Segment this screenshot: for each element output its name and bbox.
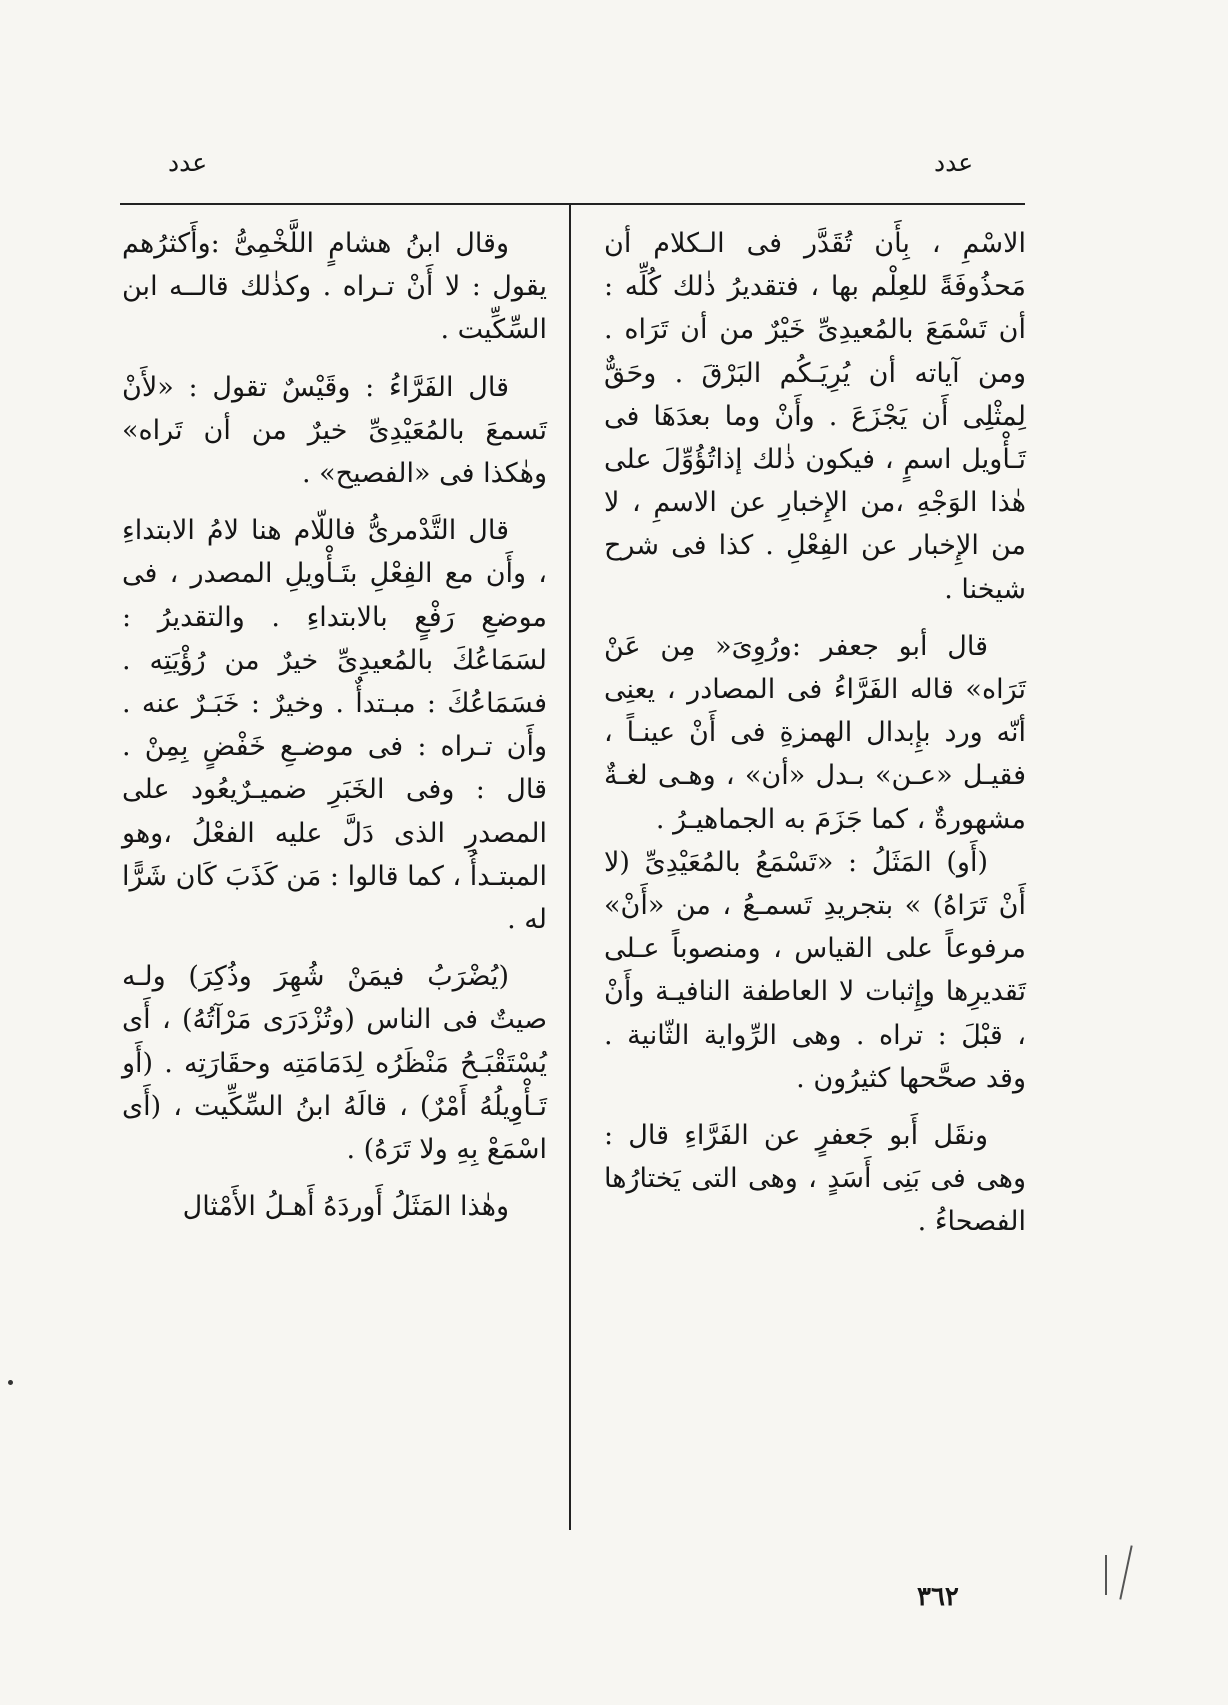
- right-paragraph-4: ونقَل أَبو جَعفرٍ عن الفَرَّاءِ قال : وهى فى بَنِى أَسَدٍ ، وهى التى يَختارُها الفصحاءُ .: [604, 1120, 1026, 1238]
- page-number: ٣٦٢: [917, 1582, 959, 1612]
- left-paragraph-3: قال التَّدْمرىُّ فاللّام هنا لامُ الابتداءِ ، وأَن مع الفِعْلِ بتَـأْويلِ المصدر ، فى موضعِ رَفْعٍ بالابتداءِ . والتقديرُ : لسَمَاعُكَ بالمُعيدِىِّ خيرٌ من رُؤْيَتِه . فسَمَاعُكَ : مبـتدأٌ . وخيرٌ : خَبَـرٌ عنه . وأَن تـراه : فى موضـعِ خَفْضٍ بِمِنْ . قال : وفى الخَبَرِ ضميـرٌيعُود على المصدرِ الذى دَلَّ عليه الفعْلُ ،وهو المبتـدأُ ، كما قالوا : مَن كَذَبَ كَان شَرًّا له .: [122, 515, 547, 936]
- scan-mark: [1105, 1555, 1107, 1595]
- right-paragraph-1: الاسْمِ ، بِأَن تُقَدَّر فى الـكلام أن مَحذُوفَةً للعِلْم بها ، فتقديرُ ذٰلك كُلِّه : أن تَسْمَعَ بالمُعيدِىِّ خَيْرٌ من أن تَرَاه . ومن آياته أن يُرِيَـكُم البَرْقَ . وحَقٌّ لِمثْلِى أَن يَجْزَعَ . وأَنْ وما بعدَهَا فى تَـأْويل اسمٍ ، فيكون ذٰلك إذاتُؤُوِّلَ على هٰذا الوَجْهِ ،من الإِخبارِ عن الاسمِ ، لا من الإِخبار عن الفِعْلِ . كذا فى شرح شيخنا .: [604, 228, 1026, 605]
- left-paragraph-4: (يُضْرَبُ فيمَنْ شُهِرَ وذُكِرَ) ولـه صيتٌ فى الناس (وتُزْدَرَى مَرْآتُهُ) ، أَى يُسْتَقْبَـحُ مَنْظَرُه لِدَمَامَتِه وحقَارَتِه . (أَو تَـأْوِيلُهُ أَمْرٌ) ، قالَهُ ابنُ السِّكِّيت ، (أَى اسْمَعْ بِهِ ولا تَرَهُ) .: [122, 961, 547, 1166]
- right-paragraph-2: قال أبو جعفر :ورُوِىَ« مِن عَنْ تَرَاه» قاله الفَرَّاءُ فى المصادر ، يعنِى أنّه ورد بإِبدال الهمزةِ فى أَنْ عينـاً ، فقيـل «عـن» بـدل «أن» ، وهـى لغـةٌ مشهورةٌ ، كما جَزَمَ به الجماهيـرُ .: [604, 630, 1026, 835]
- scan-mark: [1119, 1545, 1132, 1599]
- left-paragraph-1: وقال ابنُ هشامٍ اللَّخْمِىُّ :وأَكثرُهم يقول : لا أَنْ تـراه . وكذٰلك قالــه ابن السِّكِّيت .: [122, 228, 547, 346]
- left-paragraph-2: قال الفَرَّاءُ : وقَيْسٌ تقول : «لأَنْ تَسمعَ بالمُعَيْدِىِّ خيرٌ من أن تَراه» وهٰكذا فى «الفصيح» .: [122, 371, 547, 490]
- header-rule: [120, 203, 1025, 205]
- right-paragraph-3: (أَو) المَثَلُ : «تَسْمَعُ بالمُعَيْدِىِّ (لا أَنْ تَرَاهُ) » بتجريدِ تَسمـعُ ، من «أَنْ» مرفوعاً على القياس ، ومنصوباً عـلى تَقديرِها وإِثبات لا العاطفة النافيـة وأَنْ ، قبْلَ : تراه . وهى الرِّواية الثّانية . وقد صحَّحها كثيرُون .: [604, 846, 1026, 1094]
- left-column: [122, 222, 547, 1228]
- header-word-right: عدد: [934, 148, 974, 177]
- column-divider: [569, 205, 571, 1530]
- header-word-left: عدد: [168, 148, 208, 177]
- scan-speck: [8, 1380, 13, 1385]
- left-paragraph-5: وهٰذا المَثَلُ أَوردَهُ أَهـلُ الأَمْثال: [182, 1191, 509, 1223]
- right-column: [604, 222, 1026, 1244]
